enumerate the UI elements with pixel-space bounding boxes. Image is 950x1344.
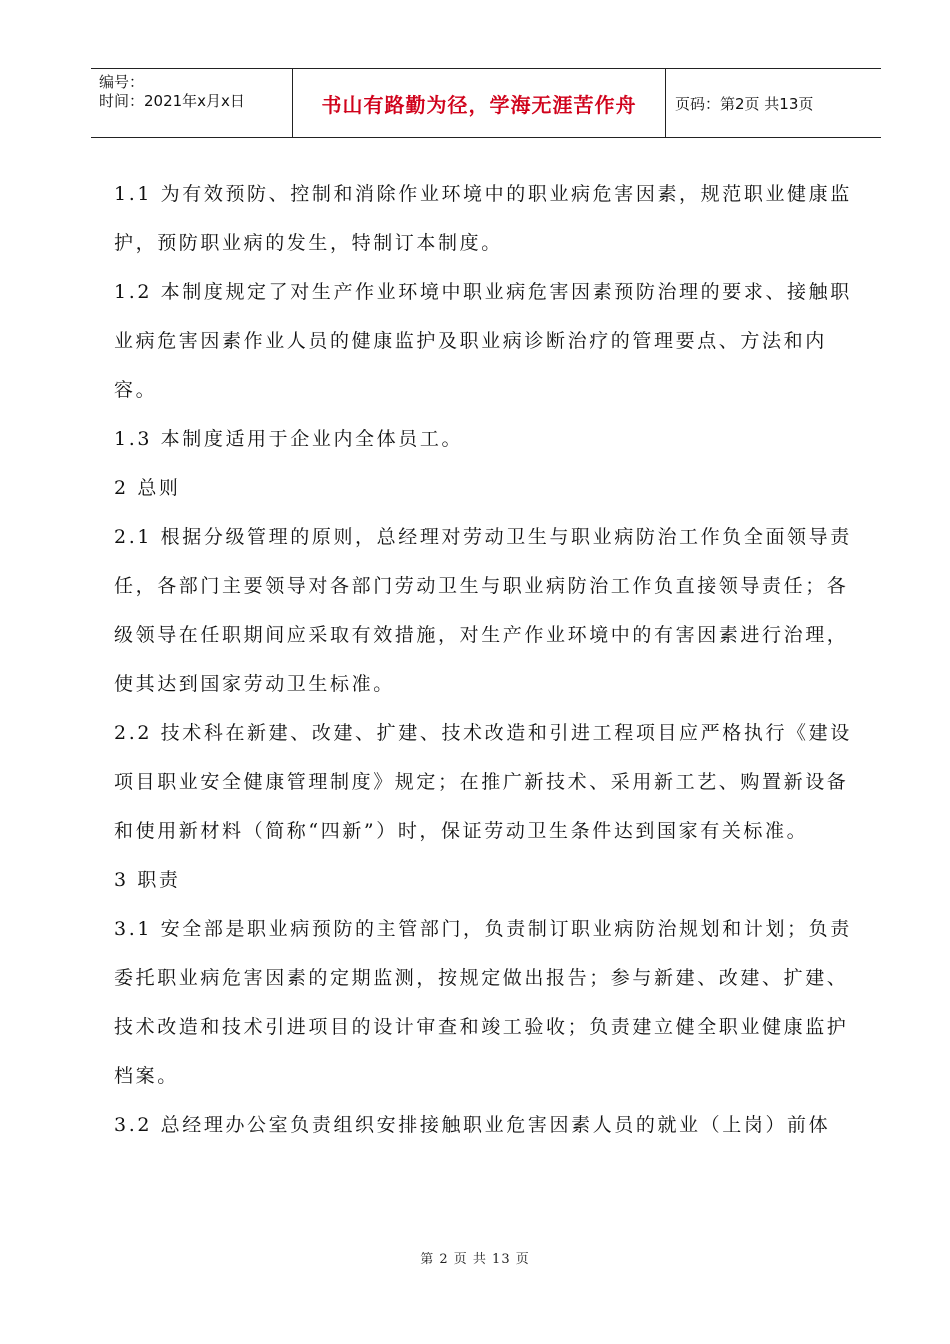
- page-footer: 第 2 页 共 13 页: [420, 1252, 530, 1267]
- paragraph: 1.1 为有效预防、控制和消除作业环境中的职业病危害因素，规范职业健康监护，预防职业病的发生，特制订本制度。: [114, 183, 852, 254]
- header-meta: [99, 73, 245, 111]
- paragraph: 2.1 根据分级管理的原则，总经理对劳动卫生与职业病防治工作负全面领导责任，各部门主要领导对各部门劳动卫生与职业病防治工作负直接领导责任；各级领导在任职期间应采取有效措施，对生产作业环境中的有害因素进行治理，使其达到国家劳动卫生标准。: [114, 526, 852, 695]
- header-motto: 书山有路勤为径，学海无涯苦作舟: [321, 92, 637, 117]
- section-heading: 3 职责: [114, 869, 181, 891]
- section-heading: 2 总则: [114, 477, 181, 499]
- document-time-label: 时间：2021年x月x日: [99, 92, 245, 110]
- page-header: [91, 68, 881, 138]
- paragraph: 1.2 本制度规定了对生产作业环境中职业病危害因素预防治理的要求、接触职业病危害因素作业人员的健康监护及职业病诊断治疗的管理要点、方法和内容。: [114, 281, 852, 401]
- header-page-code: 页码：第2页 共13页: [675, 94, 814, 113]
- paragraph: 2.2 技术科在新建、改建、扩建、技术改造和引进工程项目应严格执行《建设项目职业安全健康管理制度》规定；在推广新技术、采用新工艺、购置新设备和使用新材料（简称“四新”）时，保证劳动卫生条件达到国家有关标准。: [114, 722, 852, 842]
- paragraph: 3.1 安全部是职业病预防的主管部门，负责制订职业病防治规划和计划；负责委托职业病危害因素的定期监测，按规定做出报告；参与新建、改建、扩建、技术改造和技术引进项目的设计审查和竣工验收；负责建立健全职业健康监护档案。: [114, 918, 852, 1087]
- document-body: [114, 170, 862, 1150]
- document-number-label: 编号：: [99, 73, 145, 91]
- paragraph: 1.3 本制度适用于企业内全体员工。: [114, 428, 464, 450]
- paragraph: 3.2 总经理办公室负责组织安排接触职业危害因素人员的就业（上岗）前体: [114, 1114, 831, 1136]
- header-divider: [665, 69, 666, 137]
